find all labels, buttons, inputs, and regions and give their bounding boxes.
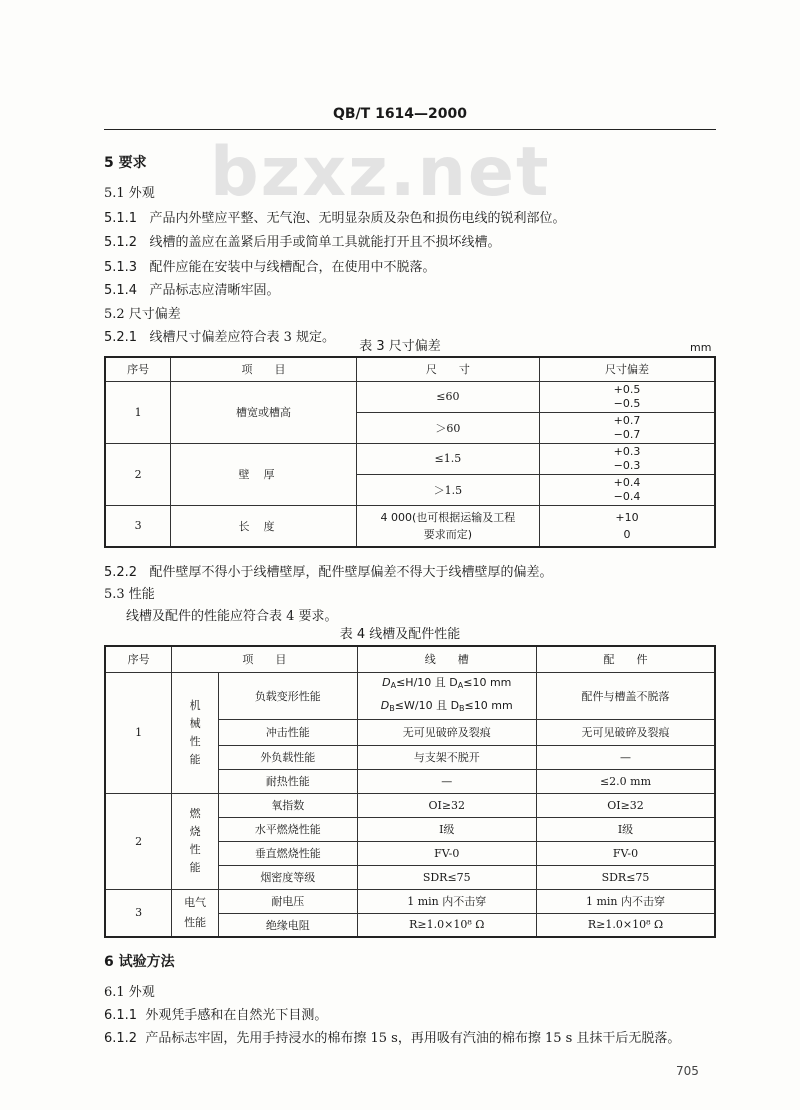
section-5-3-text: 线槽及配件的性能应符合表 4 要求。 [126, 609, 338, 624]
clause-number: 5.1.2 [104, 235, 138, 250]
fitting-value: R≥1.0×10⁸ Ω [536, 913, 715, 937]
fitting-value: Ⅰ级 [536, 817, 715, 841]
table-header: 线 槽 [357, 646, 536, 672]
table-3-unit: mm [690, 341, 712, 354]
trough-value: FV-0 [357, 841, 536, 865]
page-number: 705 [676, 1064, 699, 1078]
category-label: 机械性能 [172, 672, 219, 793]
table-header: 尺寸偏差 [540, 357, 715, 381]
row-item: 绝缘电阻 [219, 913, 357, 937]
row-number: 1 [105, 381, 171, 443]
clause-number: 6.1.2 [104, 1031, 138, 1046]
table-3 [104, 356, 716, 548]
section-5-3-title: 5.3 性能 [104, 587, 155, 602]
watermark: bzxz.net [210, 133, 551, 212]
clause-6-1-1 [104, 1004, 327, 1023]
deviation-value: +10 0 [540, 505, 715, 547]
table-row [105, 889, 715, 913]
clause-number: 5.2.1 [104, 330, 138, 345]
clause-5-1-2 [104, 231, 501, 250]
row-item: 冲击性能 [219, 719, 357, 745]
table-header: 配 件 [536, 646, 715, 672]
clause-number: 5.1.1 [104, 211, 138, 226]
table-header: 项 目 [171, 357, 356, 381]
deviation-value: +0.5 −0.5 [540, 381, 715, 412]
size-value: ≤60 [356, 381, 539, 412]
deviation-value: +0.7 −0.7 [540, 412, 715, 443]
row-number: 3 [105, 505, 171, 547]
section-6-1-title: 6.1 外观 [104, 985, 155, 1000]
row-item: 负载变形性能 [219, 672, 357, 719]
fitting-value: FV-0 [536, 841, 715, 865]
clause-text: 配件应能在安装中与线槽配合，在使用中不脱落。 [149, 260, 436, 275]
fitting-value: 无可见破碎及裂痕 [536, 719, 715, 745]
table-header: 序号 [105, 646, 172, 672]
row-item: 长度 [171, 505, 356, 547]
trough-value: 与支架不脱开 [357, 745, 536, 769]
table-row [105, 672, 715, 719]
clause-5-1-3 [104, 256, 436, 275]
row-number: 2 [105, 793, 172, 889]
trough-value: $D_A\le H/10$ 且 $D_A\le 10$ mm $D_B\le W/10$ 且 $D_B\le 10$ mm [357, 672, 536, 719]
table-row [105, 505, 715, 547]
trough-value: SDR≤75 [357, 865, 536, 889]
row-number: 3 [105, 889, 172, 937]
row-item: 垂直燃烧性能 [219, 841, 357, 865]
fitting-value: OI≥32 [536, 793, 715, 817]
row-number: 1 [105, 672, 172, 793]
clause-text: 产品标志牢固，先用手持浸水的棉布擦 15 s，再用吸有汽油的棉布擦 15 s 且抹干后无脱落。 [145, 1031, 681, 1046]
size-value: 4 000(也可根据运输及工程 要求而定) [356, 505, 539, 547]
clause-text: 产品标志应清晰牢固。 [149, 283, 280, 298]
header-rule [104, 129, 716, 130]
fitting-value: SDR≤75 [536, 865, 715, 889]
clause-number: 5.1.3 [104, 260, 138, 275]
size-value: ≤1.5 [356, 443, 539, 474]
row-number: 2 [105, 443, 171, 505]
section-6-title: 6 试验方法 [104, 954, 175, 970]
clause-text: 线槽尺寸偏差应符合表 3 规定。 [149, 330, 336, 345]
table-row [105, 793, 715, 817]
running-header: QB/T 1614—2000 [332, 106, 468, 122]
size-value: ＞60 [356, 412, 539, 443]
row-item: 氧指数 [219, 793, 357, 817]
fitting-value: 1 min 内不击穿 [536, 889, 715, 913]
clause-number: 6.1.1 [104, 1008, 138, 1023]
trough-value: — [357, 769, 536, 793]
table-header: 尺 寸 [356, 357, 539, 381]
row-item: 外负载性能 [219, 745, 357, 769]
row-item: 烟密度等级 [219, 865, 357, 889]
table-header: 项 目 [172, 646, 357, 672]
table-row [105, 381, 715, 412]
trough-value: 1 min 内不击穿 [357, 889, 536, 913]
row-item: 耐热性能 [219, 769, 357, 793]
row-item: 水平燃烧性能 [219, 817, 357, 841]
clause-5-2-2 [104, 561, 553, 580]
clause-text: 产品内外壁应平整、无气泡、无明显杂质及杂色和损伤电线的锐利部位。 [149, 211, 566, 226]
deviation-value: +0.4 −0.4 [540, 474, 715, 505]
trough-value: OI≥32 [357, 793, 536, 817]
fitting-value: — [536, 745, 715, 769]
clause-5-1-4 [104, 279, 280, 298]
section-5-2-title: 5.2 尺寸偏差 [104, 307, 181, 322]
trough-value: 无可见破碎及裂痕 [357, 719, 536, 745]
trough-value: Ⅰ级 [357, 817, 536, 841]
row-item: 壁厚 [171, 443, 356, 505]
row-item: 槽宽或槽高 [171, 381, 356, 443]
clause-text: 外观凭手感和在自然光下目测。 [145, 1008, 328, 1023]
clause-number: 5.1.4 [104, 283, 138, 298]
clause-6-1-2 [104, 1027, 680, 1046]
table-3-caption: 表 3 尺寸偏差 [359, 339, 441, 354]
table-header: 序号 [105, 357, 171, 381]
section-5-1-title: 5.1 外观 [104, 186, 155, 201]
clause-text: 线槽的盖应在盖紧后用手或简单工具就能打开且不损坏线槽。 [149, 235, 501, 250]
table-4 [104, 645, 716, 938]
category-label: 电气 性能 [172, 889, 219, 937]
fitting-value: ≤2.0 mm [536, 769, 715, 793]
clause-5-1-1 [104, 207, 566, 226]
table-4-caption: 表 4 线槽及配件性能 [339, 627, 461, 642]
row-item: 耐电压 [219, 889, 357, 913]
table-row [105, 443, 715, 474]
clause-text: 配件壁厚不得小于线槽壁厚，配件壁厚偏差不得大于线槽壁厚的偏差。 [149, 565, 553, 580]
category-label: 燃烧性能 [172, 793, 219, 889]
size-value: ＞1.5 [356, 474, 539, 505]
trough-value: R≥1.0×10⁸ Ω [357, 913, 536, 937]
section-5-title: 5 要求 [104, 155, 147, 171]
deviation-value: +0.3 −0.3 [540, 443, 715, 474]
clause-number: 5.2.2 [104, 565, 138, 580]
fitting-value: 配件与槽盖不脱落 [536, 672, 715, 719]
